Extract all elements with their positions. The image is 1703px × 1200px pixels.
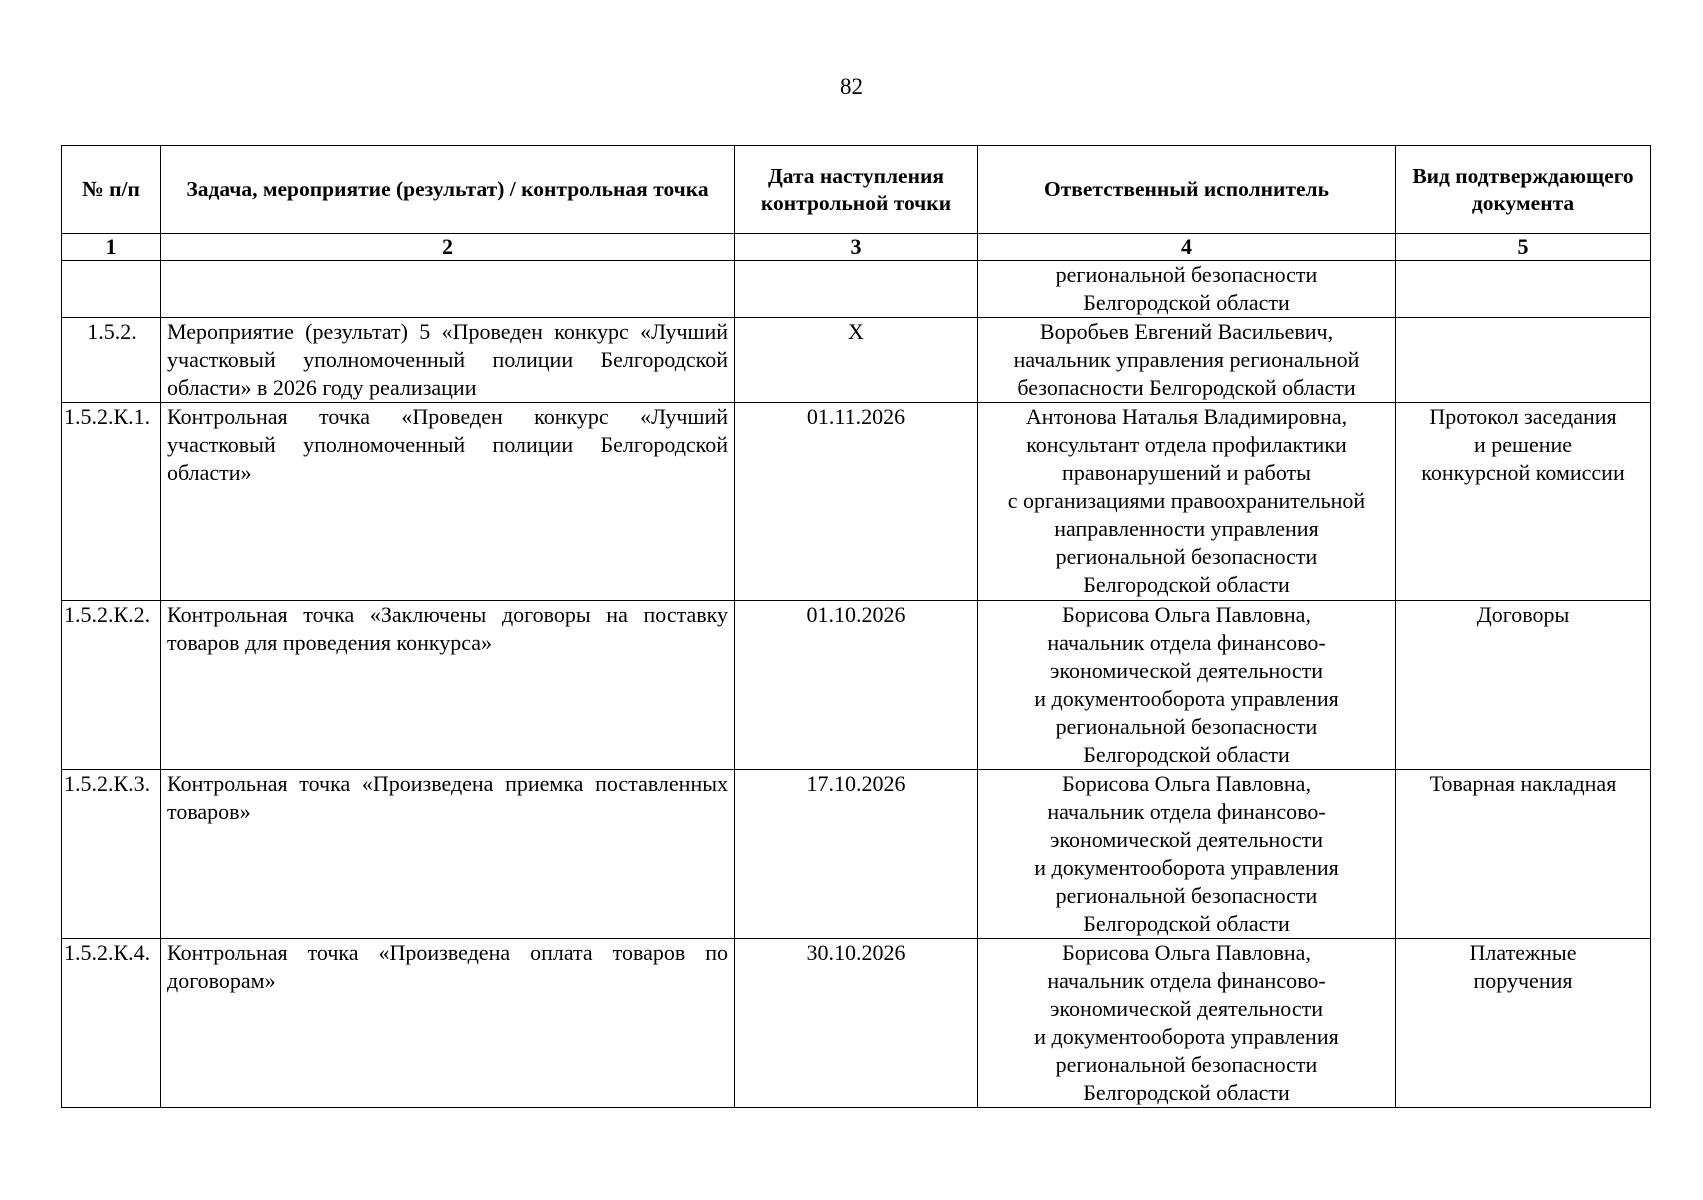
responsible-line: Борисова Ольга Павловна, [1062,602,1311,627]
cell-doc-type [1396,601,1651,770]
responsible-line: безопасности Белгородской области [1017,375,1356,400]
cell-responsible [978,939,1396,1108]
cell-responsible [978,403,1396,601]
responsible-line: Борисова Ольга Павловна, [1062,771,1311,796]
table-row [62,601,1651,770]
responsible-line: Белгородской области [1083,572,1290,597]
cell-date: Х [735,318,978,403]
column-numbers-row [62,234,1651,261]
cell-task: Контрольная точка «Произведена приемка поставленных товаров» [161,770,735,939]
cell-responsible [978,261,1396,318]
cell-date: 30.10.2026 [735,939,978,1108]
cell-date: 01.11.2026 [735,403,978,601]
cell-responsible [978,601,1396,770]
column-number: 1 [62,234,161,261]
responsible-line: Антонова Наталья Владимировна, [1025,404,1348,429]
doc-line: Товарная накладная [1429,771,1617,796]
table-row [62,770,1651,939]
responsible-line: и документооборота управления [1034,686,1339,711]
header-responsible: Ответственный исполнитель [978,146,1396,234]
responsible-line: начальник управления региональной [1013,347,1360,372]
responsible-line: региональной безопасности [1055,714,1318,739]
column-number: 4 [978,234,1396,261]
control-points-table [61,145,1651,1108]
cell-date: 17.10.2026 [735,770,978,939]
cell-num: 1.5.2.К.2. [62,601,161,770]
responsible-line: региональной безопасности [1055,883,1318,908]
responsible-line: региональной безопасности [1055,544,1318,569]
responsible-line: Белгородской области [1083,742,1290,767]
cell-num [62,261,161,318]
responsible-line: и документооборота управления [1034,855,1339,880]
table-row [62,403,1651,601]
responsible-line: экономической деятельности [1050,996,1323,1021]
table-header-row [62,146,1651,234]
responsible-line: Белгородской области [1083,1080,1290,1105]
responsible-line: и документооборота управления [1034,1024,1339,1049]
responsible-line: Белгородской области [1083,290,1290,315]
doc-line: поручения [1473,968,1573,993]
header-task: Задача, мероприятие (результат) / контрольная точка [161,146,735,234]
cell-task [161,261,735,318]
cell-task: Контрольная точка «Заключены договоры на поставку товаров для проведения конкурса» [161,601,735,770]
responsible-line: региональной безопасности [1055,262,1318,287]
cell-date [735,261,978,318]
cell-num: 1.5.2.К.1. [62,403,161,601]
cell-date: 01.10.2026 [735,601,978,770]
header-date: Дата наступления контрольной точки [735,146,978,234]
responsible-line: Белгородской области [1083,911,1290,936]
cell-task: Мероприятие (результат) 5 «Проведен конкурс «Лучший участковый уполномоченный полиции Белгородской области» в 2026 году реализации [161,318,735,403]
responsible-line: начальник отдела финансово- [1047,630,1326,655]
cell-num: 1.5.2.К.4. [62,939,161,1108]
responsible-line: региональной безопасности [1055,1052,1318,1077]
responsible-line: начальник отдела финансово- [1047,968,1326,993]
doc-line: и решение [1473,432,1573,457]
table-row-continuation [62,261,1651,318]
table-row [62,939,1651,1108]
header-num: № п/п [62,146,161,234]
responsible-line: экономической деятельности [1050,658,1323,683]
column-number: 3 [735,234,978,261]
responsible-line: Борисова Ольга Павловна, [1062,940,1311,965]
doc-line: Платежные [1469,940,1577,965]
cell-doc-type [1396,939,1651,1108]
column-number: 2 [161,234,735,261]
header-doc-type: Вид подтверждающего документа [1396,146,1651,234]
cell-responsible [978,318,1396,403]
table-row [62,318,1651,403]
doc-line: конкурсной комиссии [1421,460,1625,485]
page-number: 82 [840,74,863,99]
cell-doc-type [1396,770,1651,939]
responsible-line: консультант отдела профилактики [1026,432,1347,457]
responsible-line: с организациями правоохранительной [1007,488,1366,513]
doc-line: Протокол заседания [1429,404,1617,429]
cell-doc-type [1396,403,1651,601]
cell-doc-type [1396,318,1651,403]
responsible-line: экономической деятельности [1050,827,1323,852]
cell-responsible [978,770,1396,939]
doc-line: Договоры [1476,602,1570,627]
responsible-line: начальник отдела финансово- [1047,799,1326,824]
cell-task: Контрольная точка «Произведена оплата товаров по договорам» [161,939,735,1108]
responsible-line: направленности управления [1054,516,1319,541]
cell-doc-type [1396,261,1651,318]
responsible-line: правонарушений и работы [1062,460,1311,485]
cell-num: 1.5.2.К.3. [62,770,161,939]
column-number: 5 [1396,234,1651,261]
cell-num: 1.5.2. [62,318,161,403]
cell-task: Контрольная точка «Проведен конкурс «Лучший участковый уполномоченный полиции Белгородской области» [161,403,735,601]
responsible-line: Воробьев Евгений Васильевич, [1039,319,1334,344]
